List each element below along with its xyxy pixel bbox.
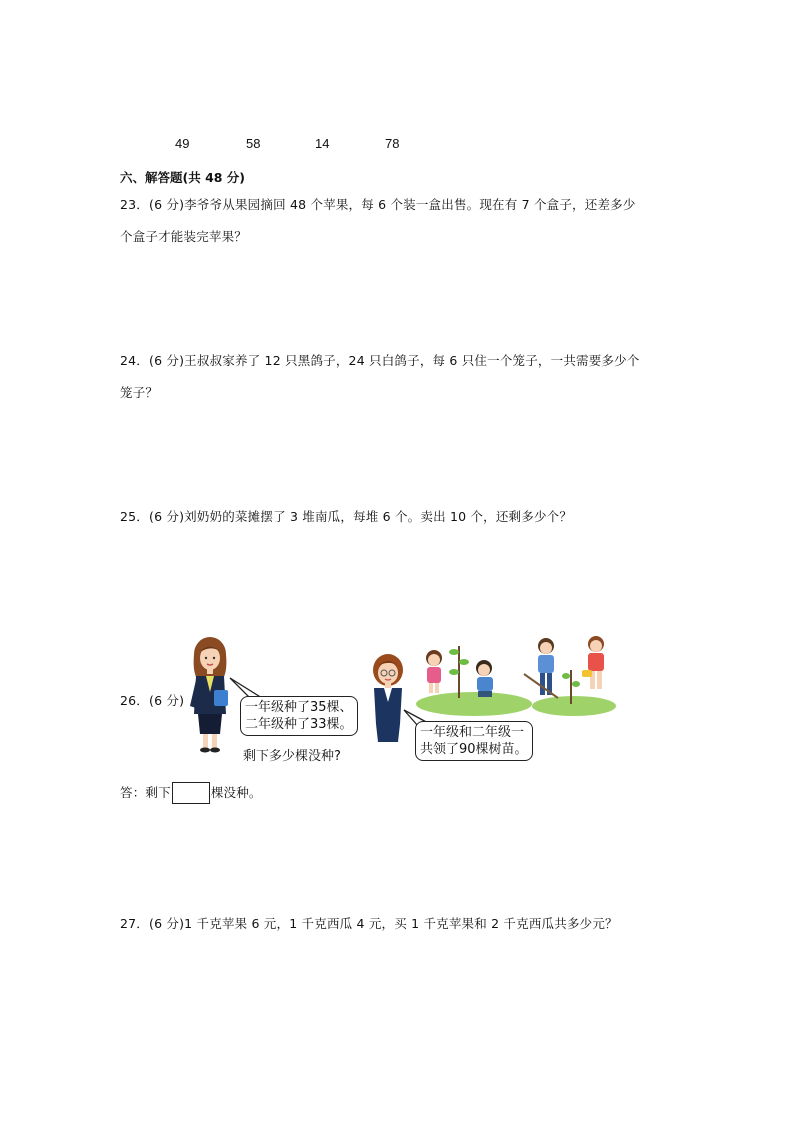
speech-bubble-2 bbox=[415, 721, 533, 761]
bubble-1-line1: 一年级种了35棵、 bbox=[245, 700, 353, 715]
bubble-2-line2: 共领了90棵树苗。 bbox=[420, 742, 528, 757]
speech-bubble-1 bbox=[240, 696, 358, 736]
bubble-2-line1: 一年级和二年级一 bbox=[420, 725, 525, 740]
answer-box[interactable] bbox=[172, 782, 210, 804]
number-49: 49 bbox=[175, 136, 190, 151]
question-24-line2: 笼子？ bbox=[120, 385, 159, 400]
answer-line bbox=[120, 782, 262, 804]
question-23-line1: 23．(6 分)李爷爷从果园摘回 48 个苹果，每 6 个装一盒出售。现在有 7 个盒子，还差多少 bbox=[120, 197, 636, 212]
answer-prefix: 答：剩下 bbox=[120, 785, 171, 800]
teacher-glasses-illustration bbox=[366, 652, 410, 746]
question-25: 25．(6 分)刘奶奶的菜摊摆了 3 堆南瓜，每堆 6 个。卖出 10 个，还剩多少个？ bbox=[120, 509, 573, 524]
bubble-1-line2: 二年级种了33棵。 bbox=[245, 717, 353, 732]
question-26-label: 26．(6 分) bbox=[120, 693, 185, 708]
answer-suffix: 棵没种。 bbox=[210, 785, 262, 800]
number-14: 14 bbox=[315, 136, 330, 151]
question-26-prompt: 剩下多少棵没种? bbox=[243, 749, 341, 764]
question-23-line2: 个盒子才能装完苹果？ bbox=[120, 229, 248, 244]
question-27: 27．(6 分)1 千克苹果 6 元，1 千克西瓜 4 元，买 1 千克苹果和 2 千克西瓜共多少元？ bbox=[120, 916, 618, 931]
number-78: 78 bbox=[385, 136, 400, 151]
question-24-line1: 24．(6 分)王叔叔家养了 12 只黑鸽子，24 只白鸽子，每 6 只住一个笼子，一共需要多少个 bbox=[120, 353, 640, 368]
children-planting-illustration bbox=[414, 632, 618, 720]
section-title: 六、解答题(共 48 分) bbox=[120, 170, 246, 185]
number-58: 58 bbox=[246, 136, 261, 151]
